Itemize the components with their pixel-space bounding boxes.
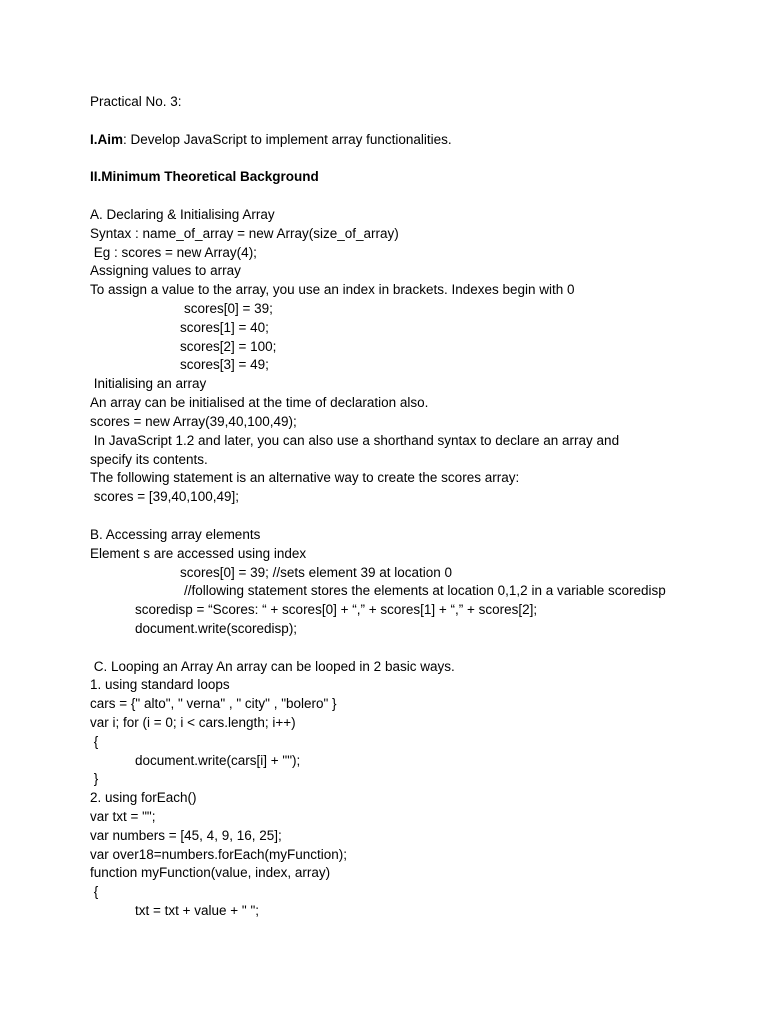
code-line: scores[3] = 49; [180,357,269,372]
code-line: document.write(cars[i] + ""); [135,753,301,768]
text-line: 1. using standard loops [90,677,230,692]
aim-label: I.Aim [90,132,124,147]
text-line: Syntax : name_of_array = new Array(size_of_array) [90,226,399,241]
text-line: specify its contents. [90,452,208,467]
code-line: scores[2] = 100; [180,339,277,354]
text-line: Assigning values to array [90,263,241,278]
code-line: scoredisp = “Scores: “ + scores[0] + “,” + scores[1] + “,” + scores[2]; [135,602,538,617]
section-c-heading: C. Looping an Array An array can be looped in 2 basic ways. [90,659,455,674]
code-line: document.write(scoredisp); [135,621,298,636]
code-comment-line: //following statement stores the elements at location 0,1,2 in a variable scoredisp [184,583,666,598]
section-a-heading: A. Declaring & Initialising Array [90,207,275,222]
code-line: scores = [39,40,100,49]; [90,489,239,504]
text-line: The following statement is an alternative way to create the scores array: [90,470,520,485]
text-line: 2. using forEach() [90,790,197,805]
code-line: { [90,884,99,899]
code-line: scores[0] = 39; //sets element 39 at location 0 [180,565,453,580]
practical-title: Practical No. 3: [90,94,182,109]
text-line: An array can be initialised at the time of declaration also. [90,395,429,410]
section-b-heading: B. Accessing array elements [90,527,261,542]
code-line: var over18=numbers.forEach(myFunction); [90,847,347,862]
code-line: scores = new Array(39,40,100,49); [90,414,297,429]
section-heading-theory: II.Minimum Theoretical Background [90,169,319,184]
text-line: In JavaScript 1.2 and later, you can also use a shorthand syntax to declare an array and [90,433,620,448]
code-line: var txt = ""; [90,809,156,824]
text-line: Element s are accessed using index [90,546,307,561]
code-line: } [90,771,99,786]
code-line: txt = txt + value + " "; [135,903,260,918]
code-line: scores[1] = 40; [180,320,269,335]
text-line: Eg : scores = new Array(4); [90,245,257,260]
text-line: Initialising an array [90,376,207,391]
code-line: function myFunction(value, index, array) [90,865,331,880]
code-line: cars = {" alto", " verna" , " city" , "bolero" } [90,696,337,711]
aim-line [90,131,452,148]
aim-text: : Develop JavaScript to implement array functionalities. [123,132,452,147]
code-line: var i; for (i = 0; i < cars.length; i++) [90,715,296,730]
code-line: { [90,734,99,749]
code-line: scores[0] = 39; [184,301,273,316]
text-line: To assign a value to the array, you use an index in brackets. Indexes begin with 0 [90,282,575,297]
code-line: var numbers = [45, 4, 9, 16, 25]; [90,828,282,843]
